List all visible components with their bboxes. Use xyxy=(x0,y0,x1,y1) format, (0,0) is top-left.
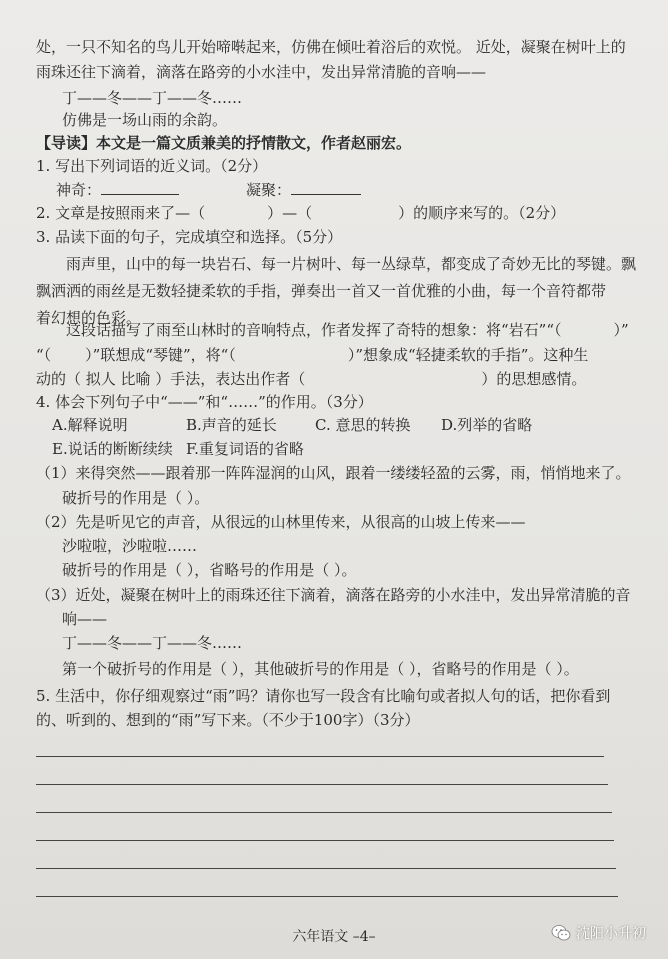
q3-text: ）”想象成“轻捷柔软的手指”。这种生 xyxy=(347,346,589,364)
q4-answer-line[interactable]: 破折号的作用是（ ）。 xyxy=(62,489,210,507)
wechat-icon xyxy=(551,924,571,942)
option-d: D.列举的省略 xyxy=(441,416,533,434)
q4-sentence-1: （1）来得突然——跟着那一阵阵湿润的山风，跟着一缕缕轻盈的云雾，雨，悄悄地来了。 xyxy=(36,464,631,482)
q4-sentence-3: （3）近处，凝聚在树叶上的雨珠还往下滴着，滴落在路旁的小水洼中，发出异常清脆的音 xyxy=(36,586,631,604)
passage-line: 仿佛是一场山雨的余韵。 xyxy=(62,111,228,129)
watermark-text: 沈阳小升初 xyxy=(576,926,646,942)
q2-text: ）—（ xyxy=(267,204,313,222)
q3-text: ）”联想成“琴键”，将“（ xyxy=(85,346,236,364)
q3-text: “（ xyxy=(36,346,52,364)
q4-sentence-2: （2）先是听见它的声音，从很远的山林里传来，从很高的山坡上传来—— xyxy=(36,513,526,531)
option-e: E.说话的断断续续 xyxy=(52,440,173,458)
quote-line: 雨声里，山中的每一块岩石、每一片树叶、每一丛绿草，都变成了奇妙无比的琴键。飘 xyxy=(66,255,637,273)
reading-guide xyxy=(36,133,411,153)
q3-text: ）的思想感情。 xyxy=(481,370,587,388)
question-5-stem: 的、听到的、想到的“雨”写下来。（不少于100字）（3分） xyxy=(36,711,420,729)
q2-text: 2. 文章是按照雨来了—（ xyxy=(36,204,206,222)
writing-line[interactable] xyxy=(36,756,604,757)
q3-fill-line xyxy=(36,345,588,365)
q4-sentence-3b: 响—— xyxy=(62,610,108,628)
q3-text: 动的（ 拟人 比喻 ）手法，表达出作者（ xyxy=(36,370,306,388)
guide-text: 本文是一篇文质兼美的抒情散文，作者赵丽宏。 xyxy=(96,134,412,152)
q4-sentence-2b: 沙啦啦，沙啦啦…… xyxy=(62,537,198,555)
answer-blank[interactable] xyxy=(101,180,179,195)
question-4-stem: 4. 体会下列句子中“——”和“……”的作用。（3分） xyxy=(36,393,373,411)
writing-line[interactable] xyxy=(36,896,618,897)
passage-line: 处，一只不知名的鸟儿开始啼啭起来，仿佛在倾吐着浴后的欢悦。 近处，凝聚在树叶上的 xyxy=(36,38,626,56)
writing-line[interactable] xyxy=(36,840,614,841)
passage-line: 雨珠还往下滴着，滴落在路旁的小水洼中，发出异常清脆的音响—— xyxy=(36,63,487,81)
quote-line: 飘洒洒的雨丝是无数轻捷柔软的手指，弹奏出一首又一首优雅的小曲，每一个音符都带 xyxy=(36,282,607,300)
writing-line[interactable] xyxy=(36,812,612,813)
word-label: 神奇： xyxy=(56,181,102,199)
option-b: B.声音的延长 xyxy=(186,416,277,434)
question-3-stem: 3. 品读下面的句子，完成填空和选择。（5分） xyxy=(36,228,343,246)
q4-sentence-3c: 丁——冬——丁——冬…… xyxy=(62,634,243,652)
q3-fill-line xyxy=(66,320,629,340)
guide-label: 【导读】 xyxy=(36,134,97,152)
page-footer: 六年语文 –4– xyxy=(292,929,376,945)
word-label: 凝聚： xyxy=(246,181,292,199)
option-a: A.解释说明 xyxy=(52,416,128,434)
watermark xyxy=(551,923,646,943)
q4-answer-line[interactable]: 第一个破折号的作用是（ ），其他破折号的作用是（ ），省略号的作用是（ ）。 xyxy=(62,660,579,678)
q3-fill-line xyxy=(36,369,586,389)
q2-text: ）的顺序来写的。（2分） xyxy=(398,204,566,222)
q1-item-ningju xyxy=(246,180,361,200)
question-2 xyxy=(36,203,565,223)
option-c: C. 意思的转换 xyxy=(315,416,411,434)
answer-blank[interactable] xyxy=(291,180,361,195)
question-5-stem: 5. 生活中，你仔细观察过“雨”吗？请你也写一段含有比喻句或者拟人句的话，把你看到 xyxy=(36,687,611,705)
q1-item-shenqi xyxy=(56,180,179,200)
passage-line: 丁——冬——丁——冬…… xyxy=(62,89,243,107)
option-f: F.重复词语的省略 xyxy=(186,440,304,458)
question-1-stem: 1. 写出下列词语的近义词。（2分） xyxy=(36,157,268,175)
writing-line[interactable] xyxy=(36,784,608,785)
q3-text: ）” xyxy=(613,321,629,339)
writing-line[interactable] xyxy=(36,868,616,869)
quote-line: 着幻想的色彩。 xyxy=(36,309,142,327)
q4-answer-line[interactable]: 破折号的作用是（ ），省略号的作用是（ ）。 xyxy=(62,561,357,579)
q3-text: 这段话描写了雨至山林时的音响特点，作者发挥了奇特的想象：将“岩石”“（ xyxy=(66,321,562,339)
